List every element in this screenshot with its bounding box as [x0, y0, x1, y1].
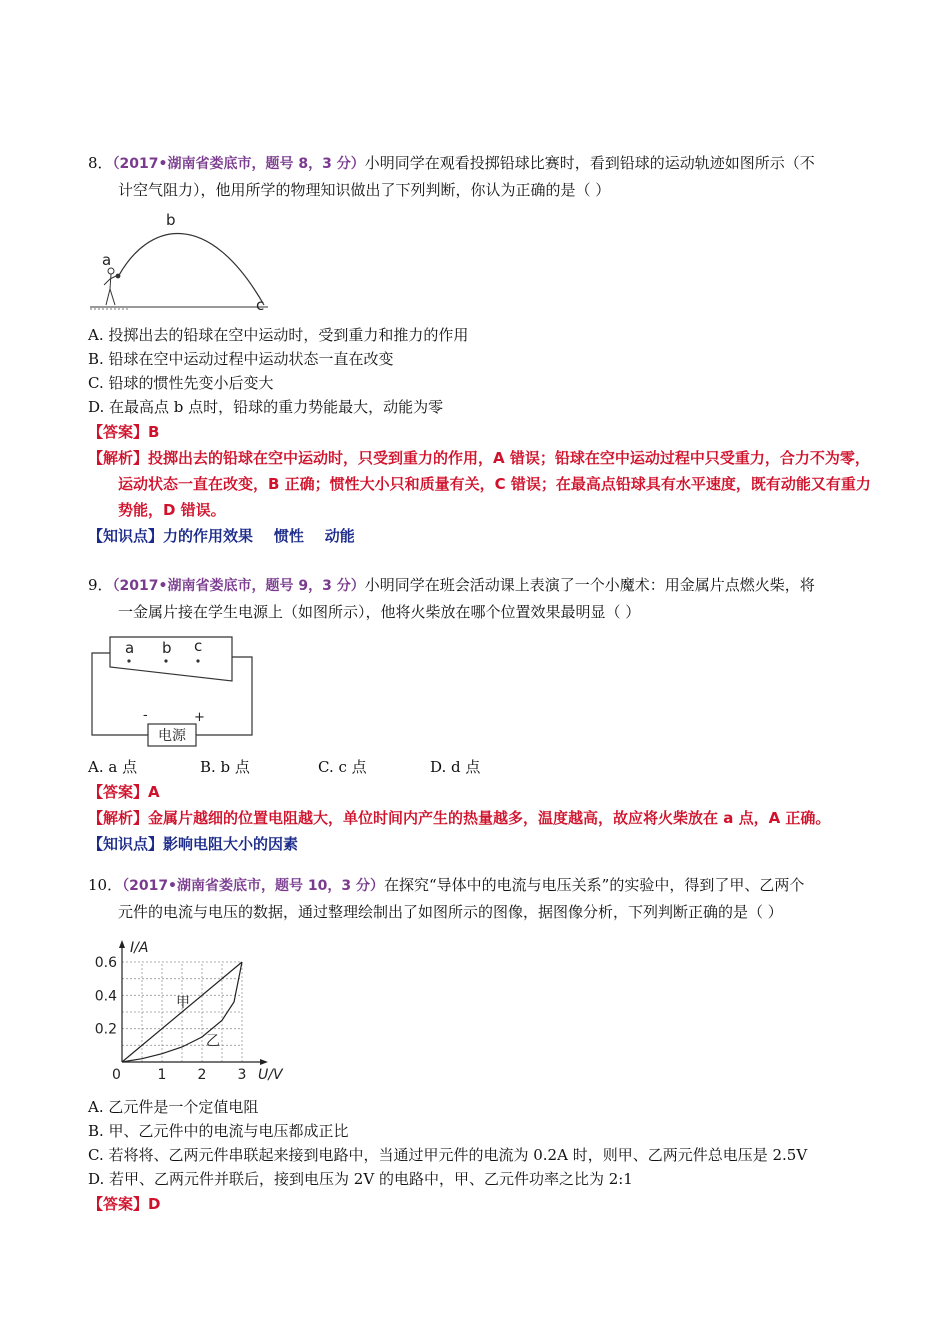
q10-meta: （2017•湖南省娄底市，题号 10，3 分） [122, 878, 384, 894]
q8-shotput-figure [88, 207, 278, 317]
x-tick-label: 0 [112, 1067, 121, 1083]
q10-option-d: D. 若甲、乙两元件并联后，接到电压为 2V 的电路中，甲、乙元件功率之比为 2:1 [88, 1170, 633, 1188]
q9-circuit-figure [88, 629, 268, 749]
q8-meta: （2017•湖南省娄底市，题号 8，3 分） [112, 156, 365, 172]
q9-stem-line2: 一金属片接在学生电源上（如图所示），他将火柴放在哪个位置效果最明显（ ） [118, 603, 641, 621]
q10-stem-line1: 10．（2017•湖南省娄底市，题号 10，3 分）在探究“导体中的电流与电压关系”的实验中，得到了甲、乙两个 [88, 876, 805, 894]
q8-label-b: b [166, 211, 176, 229]
q8-label-c: c [256, 296, 265, 314]
q8-option-a: A. 投掷出去的铅球在空中运动时，受到重力和推力的作用 [88, 326, 469, 344]
q9-option-b: B. b 点 [200, 758, 250, 776]
q8-option-d: D. 在最高点 b 点时，铅球的重力势能最大，动能为零 [88, 398, 444, 416]
q9-label-a: a [125, 639, 135, 657]
x-tick-label: 1 [157, 1067, 167, 1083]
q8-answer: 【答案】B [88, 423, 160, 441]
q9-stem-line1: 9．（2017•湖南省娄底市，题号 9，3 分）小明同学在班会活动课上表演了一个小魔术：用金属片点燃火柴，将 [88, 576, 815, 594]
q10-answer: 【答案】D [88, 1195, 161, 1213]
y-axis-label: I/A [130, 940, 149, 956]
question-10 [88, 872, 878, 1217]
q9-answer: 【答案】A [88, 783, 160, 801]
q9-meta: （2017•湖南省娄底市，题号 9，3 分） [112, 578, 365, 594]
q8-stem-line1: 8．（2017•湖南省娄底市，题号 8，3 分）小明同学在观看投掷铅球比赛时，看到铅球的运动轨迹如图所示（不 [88, 154, 815, 172]
q9-minus-label: - [143, 708, 148, 723]
q10-stem-line2: 元件的电流与电压的数据，通过整理绘制出了如图所示的图像，据图像分析，下列判断正确的是（ ） [118, 903, 783, 921]
y-axis-arrow [119, 940, 125, 948]
series-label-yi: 乙 [206, 1033, 220, 1050]
q8-option-c: C. 铅球的惯性先变小后变大 [88, 374, 274, 392]
series-label-jia: 甲 [176, 995, 190, 1011]
q10-option-c: C. 若将将、乙两元件串联起来接到电路中，当通过甲元件的电流为 0.2A 时，则甲、乙两元件总电压是 2.5V [88, 1146, 808, 1164]
x-tick-label: 2 [197, 1067, 207, 1083]
x-axis-label: U/V [258, 1067, 283, 1083]
q10-option-b: B. 甲、乙元件中的电流与电压都成正比 [88, 1122, 349, 1140]
q8-stem-line2: 计空气阻力），他用所学的物理知识做出了下列判断，你认为正确的是（ ） [118, 181, 611, 199]
q9-option-c: C. c 点 [318, 758, 367, 776]
y-tick-label: 0.4 [94, 988, 117, 1005]
y-tick-label: 0.2 [94, 1021, 117, 1038]
q8-analysis: 【解析】投掷出去的铅球在空中运动时，只受到重力的作用，A 错误；铅球在空中运动过程中只受重力，合力不为零，运动状态一直在改变，B 正确；惯性大小只和质量有关，C 错误；在最高点铅球具有水平速度，既有动能又有重力势能，D 错误。 [88, 449, 871, 519]
question-8 [88, 150, 878, 549]
q10-iu-chart [88, 929, 308, 1089]
q10-option-a: A. 乙元件是一个定值电阻 [88, 1098, 259, 1116]
q8-label-a: a [102, 251, 112, 269]
q8-option-b: B. 铅球在空中运动过程中运动状态一直在改变 [88, 350, 394, 368]
question-9 [88, 572, 878, 857]
q9-label-b: b [162, 639, 172, 657]
x-tick-label: 3 [237, 1067, 247, 1083]
q9-analysis: 【解析】金属片越细的位置电阻越大，单位时间内产生的热量越多，温度越高，故应将火柴放在 a 点，A 正确。 [88, 809, 831, 827]
q9-option-a: A. a 点 [88, 758, 138, 776]
q9-option-d: D. d 点 [430, 758, 481, 776]
q9-knowledge-point: 【知识点】影响电阻大小的因素 [88, 835, 299, 853]
x-axis-arrow [260, 1059, 268, 1065]
q9-options [88, 755, 878, 779]
q9-power-source-label: 电源 [158, 728, 186, 744]
q8-knowledge-point: 【知识点】力的作用效果 惯性 动能 [88, 527, 355, 545]
q9-plus-label: + [194, 710, 205, 725]
y-tick-label: 0.6 [94, 955, 117, 971]
q9-label-c: c [194, 637, 203, 655]
